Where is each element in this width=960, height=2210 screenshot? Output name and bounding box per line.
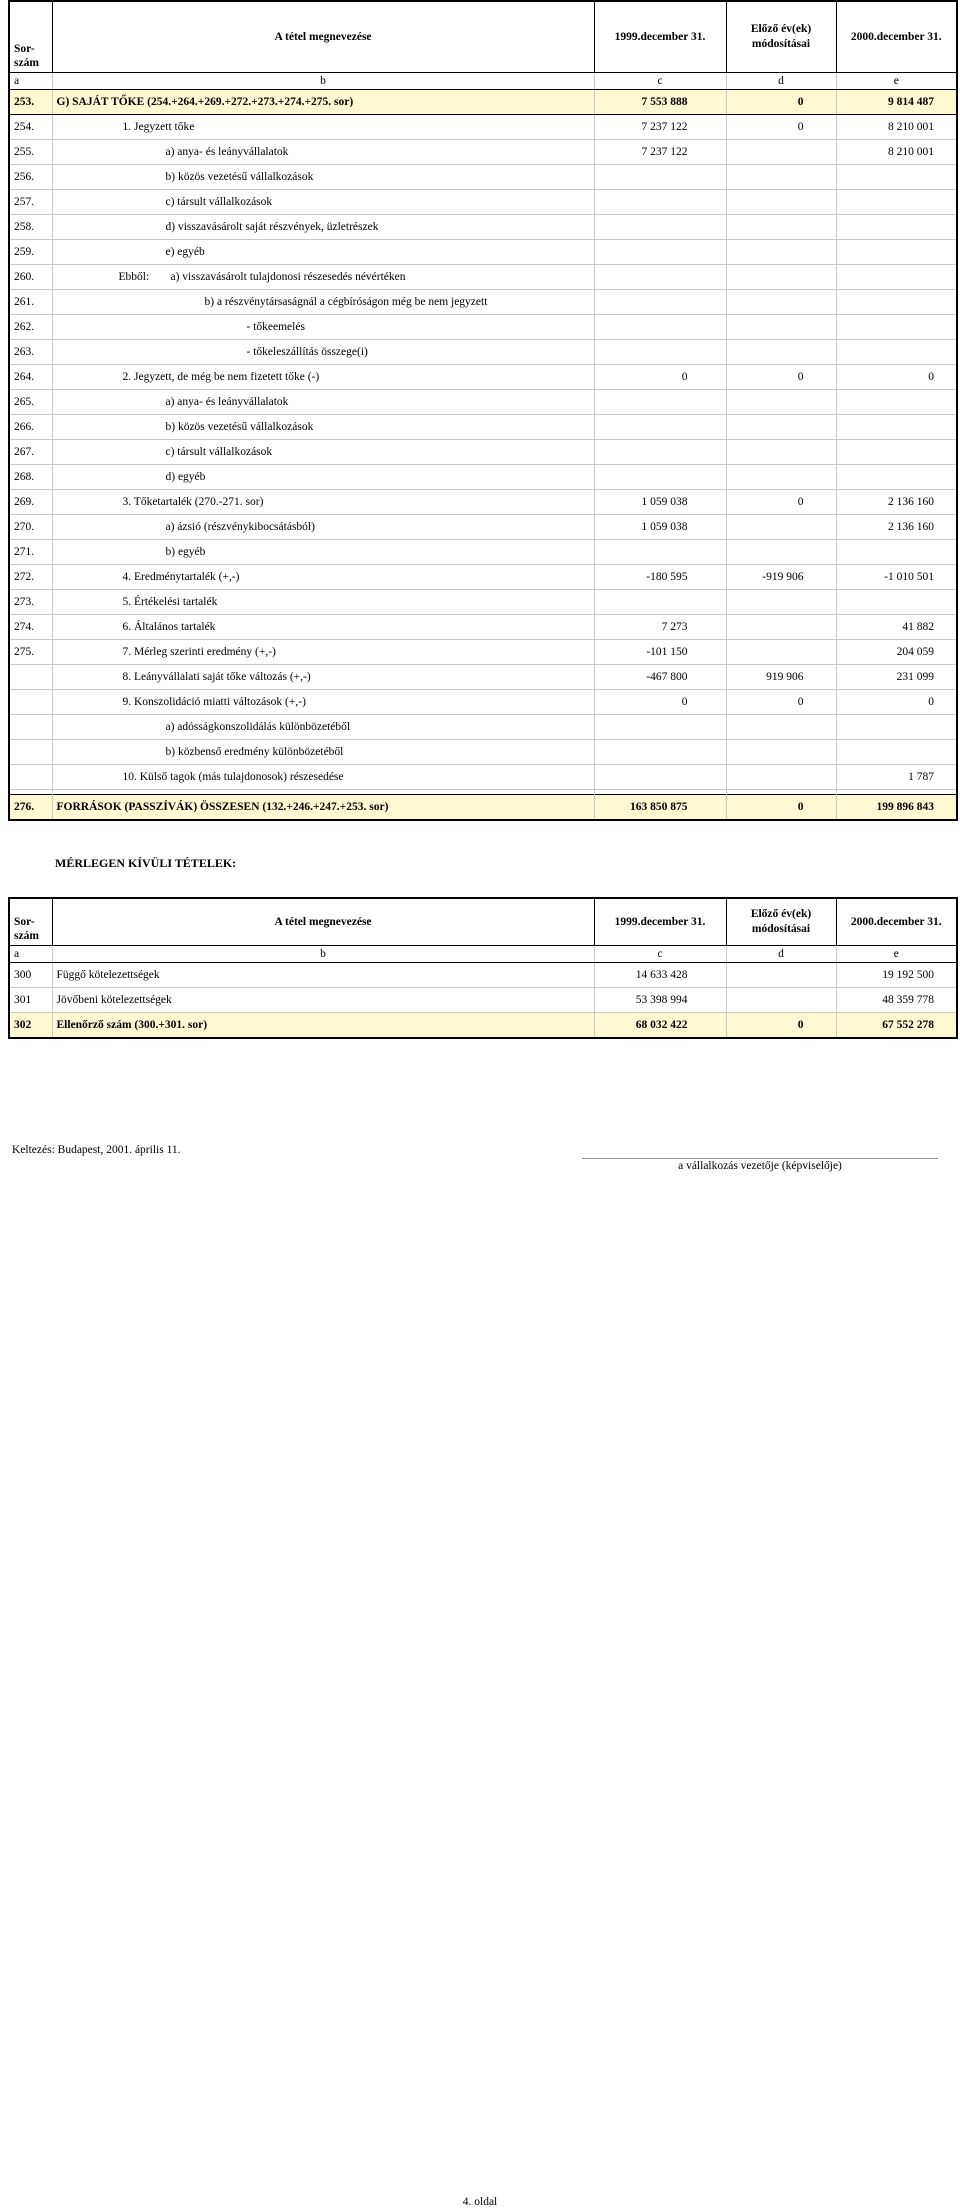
row-value-d bbox=[726, 988, 836, 1013]
row-value-c: -101 150 bbox=[594, 640, 726, 665]
row-value-d bbox=[726, 165, 836, 190]
row-value-c bbox=[594, 165, 726, 190]
row-value-e: 8 210 001 bbox=[836, 140, 957, 165]
row-number: 301 bbox=[9, 988, 52, 1013]
row-value-d: 0 bbox=[726, 90, 836, 115]
row-label: 4. Eredménytartalék (+,-) bbox=[52, 565, 594, 590]
table-row bbox=[9, 115, 957, 140]
row-label: a) anya- és leányvállalatok bbox=[52, 140, 594, 165]
table-row bbox=[9, 315, 957, 340]
row-number: 274. bbox=[9, 615, 52, 640]
row-value-d: 0 bbox=[726, 690, 836, 715]
row-label: 6. Általános tartalék bbox=[52, 615, 594, 640]
row-value-e: 204 059 bbox=[836, 640, 957, 665]
table-row bbox=[9, 540, 957, 565]
row-label-text: a) visszavásárolt tulajdonosi részesedés névértéken bbox=[170, 271, 406, 283]
row-value-d bbox=[726, 615, 836, 640]
table-row bbox=[9, 665, 957, 690]
row-value-e bbox=[836, 290, 957, 315]
row-value-d bbox=[726, 440, 836, 465]
header-name: A tétel megnevezése bbox=[52, 1, 594, 73]
row-value-c bbox=[594, 440, 726, 465]
header-col-d: Előző év(ek) módosításai bbox=[726, 1, 836, 73]
row-value-d bbox=[726, 215, 836, 240]
table-row bbox=[9, 988, 957, 1013]
row-value-d bbox=[726, 390, 836, 415]
row-label: b) a részvénytársaságnál a cégbíróságon még be nem jegyzett bbox=[52, 290, 594, 315]
row-value-c bbox=[594, 390, 726, 415]
row-number: 273. bbox=[9, 590, 52, 615]
offbalance-body bbox=[9, 963, 957, 1039]
row-value-e bbox=[836, 190, 957, 215]
row-value-e: 231 099 bbox=[836, 665, 957, 690]
letter-c: c bbox=[594, 946, 726, 963]
row-value-e bbox=[836, 240, 957, 265]
row-value-c: 1 059 038 bbox=[594, 515, 726, 540]
row-label: FORRÁSOK (PASSZÍVÁK) ÖSSZESEN (132.+246.+247.+253. sor) bbox=[52, 795, 594, 821]
row-value-d bbox=[726, 740, 836, 765]
row-prefix: Ebből: bbox=[118, 271, 150, 283]
table-row bbox=[9, 590, 957, 615]
row-label: - tőkeleszállítás összege(i) bbox=[52, 340, 594, 365]
table-row bbox=[9, 963, 957, 988]
row-value-c: 7 553 888 bbox=[594, 90, 726, 115]
row-value-e bbox=[836, 340, 957, 365]
row-number: 260. bbox=[9, 265, 52, 290]
row-value-d bbox=[726, 540, 836, 565]
row-value-c bbox=[594, 415, 726, 440]
row-value-e: 67 552 278 bbox=[836, 1013, 957, 1039]
row-number: 271. bbox=[9, 540, 52, 565]
table-row bbox=[9, 1013, 957, 1039]
row-value-d: 0 bbox=[726, 795, 836, 821]
row-value-e bbox=[836, 165, 957, 190]
row-number: 262. bbox=[9, 315, 52, 340]
row-label: a) adósságkonszolidálás különbözetéből bbox=[52, 715, 594, 740]
column-letters bbox=[9, 73, 957, 90]
row-value-d: 0 bbox=[726, 365, 836, 390]
row-value-c: 1 059 038 bbox=[594, 490, 726, 515]
row-value-c bbox=[594, 715, 726, 740]
row-value-c bbox=[594, 315, 726, 340]
row-number: 253. bbox=[9, 90, 52, 115]
row-value-e: 9 814 487 bbox=[836, 90, 957, 115]
row-label: a) anya- és leányvállalatok bbox=[52, 390, 594, 415]
table-row bbox=[9, 440, 957, 465]
row-value-c: 0 bbox=[594, 365, 726, 390]
letter-b: b bbox=[52, 946, 594, 963]
row-value-e: -1 010 501 bbox=[836, 565, 957, 590]
row-label: b) közös vezetésű vállalkozások bbox=[52, 165, 594, 190]
row-value-c: 68 032 422 bbox=[594, 1013, 726, 1039]
table-header bbox=[9, 898, 957, 946]
column-letters bbox=[9, 946, 957, 963]
header-sorszam: Sor- szám bbox=[9, 898, 52, 946]
row-number: 267. bbox=[9, 440, 52, 465]
table-row bbox=[9, 215, 957, 240]
row-value-e bbox=[836, 540, 957, 565]
date-place: Keltezés: Budapest, 2001. április 11. bbox=[12, 1144, 181, 1156]
letter-a: a bbox=[9, 946, 52, 963]
row-value-e bbox=[836, 315, 957, 340]
row-number: 300 bbox=[9, 963, 52, 988]
row-value-e bbox=[836, 440, 957, 465]
row-value-d bbox=[726, 415, 836, 440]
row-value-e: 199 896 843 bbox=[836, 795, 957, 821]
letter-c: c bbox=[594, 73, 726, 90]
letter-d: d bbox=[726, 73, 836, 90]
row-label: d) visszavásárolt saját részvények, üzletrészek bbox=[52, 215, 594, 240]
row-number: 270. bbox=[9, 515, 52, 540]
row-number: 269. bbox=[9, 490, 52, 515]
row-value-d bbox=[726, 265, 836, 290]
row-value-c: 7 273 bbox=[594, 615, 726, 640]
row-label: G) SAJÁT TŐKE (254.+264.+269.+272.+273.+274.+275. sor) bbox=[52, 90, 594, 115]
signature-line bbox=[582, 1158, 938, 1159]
row-label: b) egyéb bbox=[52, 540, 594, 565]
row-value-e bbox=[836, 215, 957, 240]
row-value-e bbox=[836, 390, 957, 415]
row-value-d bbox=[726, 315, 836, 340]
row-number: 255. bbox=[9, 140, 52, 165]
header-col-c: 1999.december 31. bbox=[594, 1, 726, 73]
row-value-d bbox=[726, 465, 836, 490]
row-label: c) társult vállalkozások bbox=[52, 190, 594, 215]
row-label: d) egyéb bbox=[52, 465, 594, 490]
offbalance-table bbox=[8, 897, 958, 1039]
row-label: Jövőbeni kötelezettségek bbox=[52, 988, 594, 1013]
row-label: 7. Mérleg szerinti eredmény (+,-) bbox=[52, 640, 594, 665]
row-label: c) társult vállalkozások bbox=[52, 440, 594, 465]
row-label: 8. Leányvállalati saját tőke változás (+,-) bbox=[52, 665, 594, 690]
row-number: 272. bbox=[9, 565, 52, 590]
row-value-e: 2 136 160 bbox=[836, 515, 957, 540]
row-number: 258. bbox=[9, 215, 52, 240]
row-value-e bbox=[836, 740, 957, 765]
row-value-e bbox=[836, 265, 957, 290]
header-name: A tétel megnevezése bbox=[52, 898, 594, 946]
row-value-e: 0 bbox=[836, 365, 957, 390]
row-number: 257. bbox=[9, 190, 52, 215]
header-col-d: Előző év(ek) módosításai bbox=[726, 898, 836, 946]
row-label: 9. Konszolidáció miatti változások (+,-) bbox=[52, 690, 594, 715]
row-value-c bbox=[594, 740, 726, 765]
row-number: 263. bbox=[9, 340, 52, 365]
row-value-c bbox=[594, 240, 726, 265]
table-row bbox=[9, 390, 957, 415]
row-number: 265. bbox=[9, 390, 52, 415]
letter-a: a bbox=[9, 73, 52, 90]
row-value-c bbox=[594, 265, 726, 290]
row-number: 254. bbox=[9, 115, 52, 140]
row-number: 302 bbox=[9, 1013, 52, 1039]
row-label: 10. Külső tagok (más tulajdonosok) részesedése bbox=[52, 765, 594, 790]
row-value-d: -919 906 bbox=[726, 565, 836, 590]
row-value-d bbox=[726, 590, 836, 615]
row-number bbox=[9, 690, 52, 715]
header-sorszam: Sor- szám bbox=[9, 1, 52, 73]
table-row bbox=[9, 490, 957, 515]
row-label: Ellenőrző szám (300.+301. sor) bbox=[52, 1013, 594, 1039]
row-number bbox=[9, 765, 52, 790]
table-row bbox=[9, 415, 957, 440]
header-col-e: 2000.december 31. bbox=[836, 898, 957, 946]
table-row bbox=[9, 165, 957, 190]
row-value-c: 0 bbox=[594, 690, 726, 715]
row-value-c: 7 237 122 bbox=[594, 115, 726, 140]
letter-e: e bbox=[836, 73, 957, 90]
row-value-c: 163 850 875 bbox=[594, 795, 726, 821]
row-number: 268. bbox=[9, 465, 52, 490]
row-number: 256. bbox=[9, 165, 52, 190]
table-row bbox=[9, 240, 957, 265]
table-row bbox=[9, 765, 957, 790]
row-label: - tőkeemelés bbox=[52, 315, 594, 340]
signature-caption: a vállalkozás vezetője (képviselője) bbox=[678, 1160, 842, 1172]
table-row bbox=[9, 265, 957, 290]
row-value-c: -180 595 bbox=[594, 565, 726, 590]
row-value-d bbox=[726, 515, 836, 540]
row-value-e: 2 136 160 bbox=[836, 490, 957, 515]
equity-table bbox=[8, 0, 958, 821]
row-value-d bbox=[726, 290, 836, 315]
row-value-d: 0 bbox=[726, 1013, 836, 1039]
row-number bbox=[9, 740, 52, 765]
table-row bbox=[9, 690, 957, 715]
row-value-e: 19 192 500 bbox=[836, 963, 957, 988]
table-row bbox=[9, 740, 957, 765]
row-number bbox=[9, 715, 52, 740]
row-value-e: 48 359 778 bbox=[836, 988, 957, 1013]
table-body bbox=[9, 90, 957, 821]
table-row bbox=[9, 340, 957, 365]
row-value-d bbox=[726, 640, 836, 665]
table-row bbox=[9, 140, 957, 165]
row-value-e bbox=[836, 465, 957, 490]
row-value-d: 919 906 bbox=[726, 665, 836, 690]
letter-b: b bbox=[52, 73, 594, 90]
row-number: 275. bbox=[9, 640, 52, 665]
row-value-e bbox=[836, 415, 957, 440]
row-value-d bbox=[726, 190, 836, 215]
table-row bbox=[9, 795, 957, 821]
row-value-c bbox=[594, 215, 726, 240]
row-value-c bbox=[594, 190, 726, 215]
row-value-d bbox=[726, 765, 836, 790]
row-label: 5. Értékelési tartalék bbox=[52, 590, 594, 615]
row-value-d bbox=[726, 240, 836, 265]
row-number: 264. bbox=[9, 365, 52, 390]
row-value-e: 41 882 bbox=[836, 615, 957, 640]
row-number bbox=[9, 665, 52, 690]
row-value-d: 0 bbox=[726, 490, 836, 515]
row-value-c bbox=[594, 765, 726, 790]
row-value-e bbox=[836, 590, 957, 615]
row-label: 3. Tőketartalék (270.-271. sor) bbox=[52, 490, 594, 515]
table-row bbox=[9, 515, 957, 540]
row-number: 266. bbox=[9, 415, 52, 440]
table-header bbox=[9, 1, 957, 73]
row-label: b) közös vezetésű vállalkozások bbox=[52, 415, 594, 440]
row-value-e bbox=[836, 715, 957, 740]
row-value-d: 0 bbox=[726, 115, 836, 140]
letter-e: e bbox=[836, 946, 957, 963]
header-col-c: 1999.december 31. bbox=[594, 898, 726, 946]
row-label: Függő kötelezettségek bbox=[52, 963, 594, 988]
letter-d: d bbox=[726, 946, 836, 963]
table-row bbox=[9, 615, 957, 640]
row-value-c bbox=[594, 540, 726, 565]
row-label: b) közbenső eredmény különbözetéből bbox=[52, 740, 594, 765]
row-value-c bbox=[594, 590, 726, 615]
row-value-d bbox=[726, 715, 836, 740]
table-row bbox=[9, 565, 957, 590]
table-row bbox=[9, 365, 957, 390]
page-number: 4. oldal bbox=[462, 2196, 498, 2208]
row-value-c: -467 800 bbox=[594, 665, 726, 690]
row-value-e: 0 bbox=[836, 690, 957, 715]
table-row bbox=[9, 640, 957, 665]
row-label: a) ázsió (részvénykibocsátásból) bbox=[52, 515, 594, 540]
table-row bbox=[9, 290, 957, 315]
row-label bbox=[52, 265, 594, 290]
row-value-e: 1 787 bbox=[836, 765, 957, 790]
row-number: 259. bbox=[9, 240, 52, 265]
offbalance-title: MÉRLEGEN KÍVÜLI TÉTELEK: bbox=[55, 856, 237, 870]
row-value-c: 53 398 994 bbox=[594, 988, 726, 1013]
row-value-d bbox=[726, 340, 836, 365]
row-label: 1. Jegyzett tőke bbox=[52, 115, 594, 140]
row-number: 261. bbox=[9, 290, 52, 315]
row-number: 276. bbox=[9, 795, 52, 821]
row-value-c: 7 237 122 bbox=[594, 140, 726, 165]
table-row bbox=[9, 715, 957, 740]
row-value-e: 8 210 001 bbox=[836, 115, 957, 140]
row-value-c: 14 633 428 bbox=[594, 963, 726, 988]
row-label: e) egyéb bbox=[52, 240, 594, 265]
row-label: 2. Jegyzett, de még be nem fizetett tőke (-) bbox=[52, 365, 594, 390]
row-value-c bbox=[594, 465, 726, 490]
row-value-d bbox=[726, 140, 836, 165]
table-row bbox=[9, 465, 957, 490]
row-value-c bbox=[594, 340, 726, 365]
row-value-c bbox=[594, 290, 726, 315]
header-col-e: 2000.december 31. bbox=[836, 1, 957, 73]
table-row bbox=[9, 190, 957, 215]
table-row bbox=[9, 90, 957, 115]
row-value-d bbox=[726, 963, 836, 988]
